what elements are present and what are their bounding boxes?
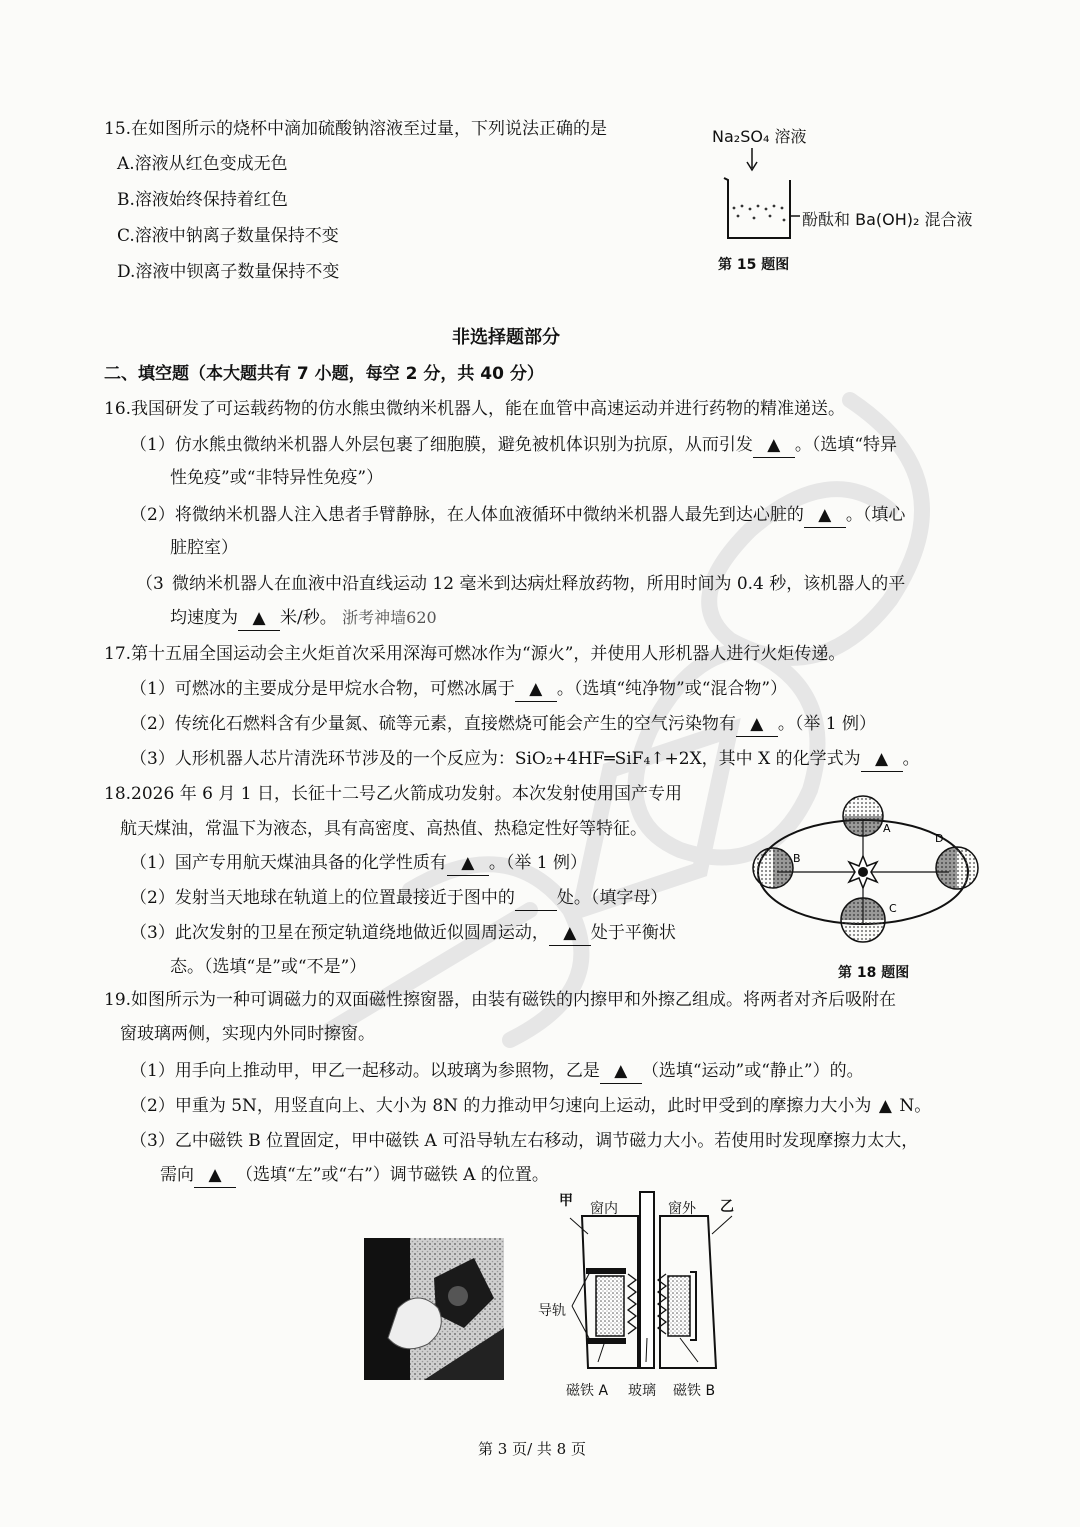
- q18-blank-2[interactable]: [515, 886, 557, 911]
- q18-part-2: （2）发射当天地球在轨道上的位置最接近于图中的 处。（填字母）: [130, 886, 667, 911]
- orbit-label-d: D: [935, 832, 944, 845]
- earth-orbit-figure: [745, 790, 990, 950]
- q16-stem: 16.我国研发了可运载药物的仿水熊虫微纳米机器人，能在血管中高速运动并进行药物的精准递送。: [104, 399, 846, 419]
- q15-option-c[interactable]: C.溶液中钠离子数量保持不变: [117, 226, 339, 246]
- section-title: 非选择题部分: [452, 327, 560, 348]
- q19-blank-3[interactable]: ▲: [194, 1163, 236, 1188]
- q17-blank-3[interactable]: ▲: [861, 747, 903, 772]
- q16-blank-3[interactable]: ▲: [238, 606, 280, 631]
- q15-option-a[interactable]: A.溶液从红色变成无色: [117, 154, 288, 174]
- q15-caption: 第 15 题图: [718, 257, 790, 273]
- q16-part-3-cont: 均速度为 ▲ 米/秒。 浙考神墙620: [170, 606, 437, 631]
- orbit-label-c: C: [889, 902, 897, 915]
- q15-fig-side-label: 酚酞和 Ba(OH)₂ 混合液: [802, 210, 973, 229]
- q19-blank-2[interactable]: ▲: [878, 1096, 892, 1116]
- q18-part-3: （3）此次发射的卫星在预定轨道绕地做近似圆周运动， ▲ 处于平衡状: [130, 921, 676, 946]
- q18-blank-3[interactable]: ▲: [549, 921, 591, 946]
- q17-stem: 17.第十五届全国运动会主火炬首次采用深海可燃冰作为“源火”，并使用人形机器人进行火炬传递。: [104, 644, 846, 664]
- q18-part-3-cont: 态。（选填“是”或“不是”）: [170, 957, 367, 977]
- q15-fig-top-label: Na₂SO₄ 溶液: [712, 127, 807, 146]
- page-footer: 第 3 页/ 共 8 页: [478, 1440, 586, 1458]
- q18-part-1: （1）国产专用航天煤油具备的化学性质有 ▲ 。（举 1 例）: [130, 851, 587, 876]
- q19-stem-2: 窗玻璃两侧，实现内外同时擦窗。: [120, 1024, 375, 1044]
- diagram-label-outside: 窗外: [668, 1201, 696, 1217]
- q16-part-1: （1）仿水熊虫微纳米机器人外层包裹了细胞膜，避免被机体识别为抗原，从而引发 ▲ 。（选填“特异: [130, 433, 897, 458]
- diagram-label-magnet-b: 磁铁 B: [673, 1383, 716, 1399]
- beaker-figure: [720, 146, 800, 246]
- q18-blank-1[interactable]: ▲: [447, 851, 489, 876]
- q15-option-d[interactable]: D.溶液中钡离子数量保持不变: [117, 262, 340, 282]
- q15-stem: 15.在如图所示的烧杯中滴加硫酸钠溶液至过量，下列说法正确的是: [104, 119, 608, 139]
- q18-stem-1: 18.2026 年 6 月 1 日，长征十二号乙火箭成功发射。本次发射使用国产专用: [104, 784, 682, 804]
- earth-left-icon: [753, 848, 793, 888]
- q16-part-1-cont: 性免疫”或“非特异性免疫”）: [170, 468, 384, 488]
- q16-part-2: （2）将微纳米机器人注入患者手臂静脉，在人体血液循环中微纳米机器人最先到达心脏的 ▲ 。（填心: [130, 503, 905, 528]
- diagram-label-magnet-a: 磁铁 A: [566, 1383, 609, 1399]
- part-title: 二、填空题（本大题共有 7 小题，每空 2 分，共 40 分）: [104, 364, 544, 384]
- window-cleaner-photo: [364, 1238, 504, 1380]
- q19-part-1: （1）用手向上推动甲，甲乙一起移动。以玻璃为参照物，乙是 ▲ （选填“运动”或“静止”）的。: [130, 1059, 864, 1084]
- diagram-label-jia: 甲: [559, 1193, 573, 1209]
- q18-stem-2: 航天煤油，常温下为液态，具有高密度、高热值、热稳定性好等特征。: [120, 819, 647, 839]
- q16-part-3-num: （3: [136, 574, 164, 594]
- earth-bottom-icon: [841, 898, 885, 942]
- orbit-label-b: B: [793, 852, 801, 865]
- q17-blank-2[interactable]: ▲: [736, 712, 778, 737]
- q19-blank-1[interactable]: ▲: [600, 1059, 642, 1084]
- q17-blank-1[interactable]: ▲: [515, 677, 557, 702]
- q17-part-1: （1）可燃冰的主要成分是甲烷水合物，可燃冰属于 ▲ 。（选填“纯净物”或“混合物”）: [130, 677, 787, 702]
- diagram-label-inside: 窗内: [590, 1201, 618, 1217]
- q19-part-2: （2）甲重为 5N，用竖直向上、大小为 8N 的力推动甲匀速向上运动，此时甲受到的摩擦力大小为 ▲ N。: [130, 1096, 932, 1116]
- diagram-label-glass: 玻璃: [628, 1383, 656, 1399]
- q15-option-b[interactable]: B.溶液始终保持着红色: [117, 190, 288, 210]
- q16-blank-1[interactable]: ▲: [753, 433, 795, 458]
- diagram-label-rail: 导轨: [538, 1303, 566, 1319]
- earth-right-icon: [936, 847, 978, 889]
- q19-part-3-cont: 需向 ▲ （选填“左”或“右”）调节磁铁 A 的位置。: [160, 1163, 549, 1188]
- orbit-label-a: A: [883, 822, 891, 835]
- q18-caption: 第 18 题图: [838, 965, 910, 981]
- q16-part-2-cont: 脏腔室）: [170, 538, 238, 558]
- q19-stem-1: 19.如图所示为一种可调磁力的双面磁性擦窗器，由装有磁铁的内擦甲和外擦乙组成。将两者对齐后吸附在: [104, 990, 897, 1010]
- diagram-label-yi: 乙: [720, 1199, 734, 1215]
- q17-part-2: （2）传统化石燃料含有少量氮、硫等元素，直接燃烧可能会产生的空气污染物有 ▲ 。（举 1 例）: [130, 712, 876, 737]
- earth-top-icon: [843, 796, 883, 836]
- watermark-text: 浙考神墙620: [342, 608, 437, 627]
- q16-part-3: 微纳米机器人在血液中沿直线运动 12 毫米到达病灶释放药物，所用时间为 0.4 秒，该机器人的平: [172, 574, 906, 594]
- q19-part-3: （3）乙中磁铁 B 位置固定，甲中磁铁 A 可沿导轨左右移动，调节磁力大小。若使用时发现摩擦力太大，: [130, 1131, 919, 1151]
- q16-blank-2[interactable]: ▲: [804, 503, 846, 528]
- q17-part-3: （3）人形机器人芯片清洗环节涉及的一个反应为：SiO₂+4HF═SiF₄↑+2X，其中 X 的化学式为 ▲ 。: [130, 747, 920, 772]
